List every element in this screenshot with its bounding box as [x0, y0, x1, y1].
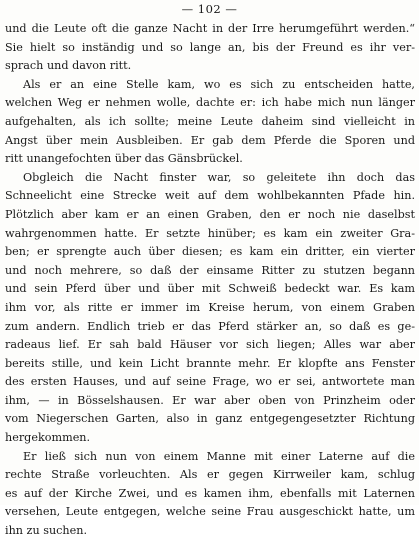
text-line: und sein Pferd über und über mit Schweiß bedeckt war. Es kam: [5, 282, 415, 296]
text-line: vom Niegerschen Garten, also in ganz entgegengesetzter Richtung: [5, 412, 415, 426]
text-line: Plötzlich aber kam er an einen Graben, den er noch nie daselbst: [5, 207, 415, 221]
text-line: aufgehalten, als ich sollte; meine Leute daheim sind vielleicht in: [5, 114, 415, 128]
text-line: es auf der Kirche Zwei, und es kamen ihm, ebenfalls mit Laternen: [5, 486, 415, 500]
text-line: ritt unangefochten über das Gänsbrückel.: [5, 152, 243, 166]
text-line: Schneelicht eine Strecke weit auf dem wohlbekannten Pfade hin.: [5, 189, 415, 203]
text-line: Obgleich die Nacht finster war, so geleitete ihn doch das: [23, 170, 415, 184]
text-line: Er ließ sich nun von einem Manne mit einer Laterne auf die: [23, 449, 415, 463]
text-line: welchen Weg er nehmen wolle, dachte er: ich habe mich nun länger: [5, 96, 415, 110]
text-line: versehen, Leute entgegen, welche seine Frau ausgeschickt hatte, um: [5, 505, 415, 519]
text-line: radeaus lief. Er sah bald Häuser vor sich liegen; Alles war aber: [5, 338, 415, 352]
text-line: hergekommen.: [5, 431, 91, 445]
text-line: ben; er sprengte auch über diesen; es kam ein dritter, ein vierter: [5, 245, 415, 259]
text-line: ihm vor, als ritte er immer im Kreise herum, von einem Graben: [5, 300, 415, 314]
text-line: ihn zu suchen.: [5, 524, 87, 538]
text-line: ihm, — in Bösselshausen. Er war aber oben von Prinzheim oder: [5, 393, 415, 407]
text-line: zum andern. Endlich trieb er das Pferd stärker an, so daß es ge-: [5, 319, 415, 333]
text-line: Als er an eine Stelle kam, wo es sich zu entscheiden hatte,: [23, 77, 415, 91]
text-line: Angst über mein Ausbleiben. Er gab dem Pferde die Sporen und: [5, 133, 415, 147]
text-line: Sie hielt so inständig und so lange an, bis der Freund es ihr ver-: [5, 40, 415, 54]
text-line: sprach und davon ritt.: [5, 59, 132, 73]
text-line: des ersten Hauses, und auf seine Frage, wo er sei, antwortete man: [5, 375, 415, 389]
body-text: [5, 20, 415, 541]
page-number: — 102 —: [181, 2, 238, 16]
text-line: bereits stille, und kein Licht brannte mehr. Er klopfte ans Fenster: [5, 356, 415, 370]
text-line: und noch mehrere, so daß der einsame Ritter zu stutzen begann: [5, 263, 415, 277]
text-line: rechte Straße vorleuchten. Als er gegen Kirrweiler kam, schlug: [5, 468, 415, 482]
text-line: und die Leute oft die ganze Nacht in der Irre herumgeführt werden.“: [5, 22, 415, 35]
text-line: wahrgenommen hatte. Er setzte hinüber; es kam ein zweiter Gra-: [5, 226, 415, 240]
